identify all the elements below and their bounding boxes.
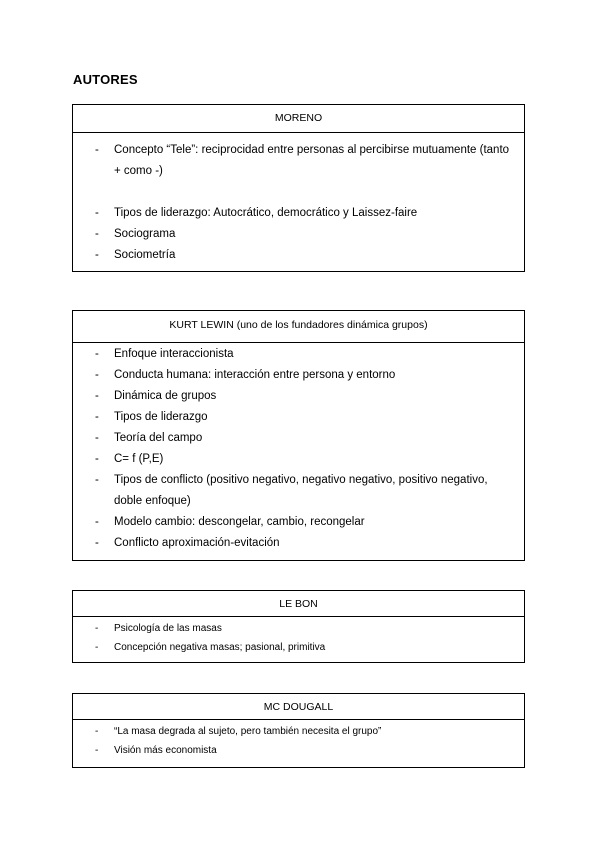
- author-header: MORENO: [73, 105, 524, 133]
- dash-bullet: -: [95, 726, 99, 737]
- dash-bullet: -: [95, 474, 99, 486]
- list-item: - Tipos de liderazgo: [73, 407, 524, 428]
- dash-bullet: -: [95, 249, 99, 261]
- list-item: - Teoría del campo: [73, 428, 524, 449]
- list-item: - “La masa degrada al sujeto, pero también necesita el grupo”: [73, 722, 524, 741]
- list-item: - Tipos de conflicto (positivo negativo, negativo negativo, positivo negativo, doble enfoque): [73, 470, 524, 512]
- list-item: - Sociometría: [73, 245, 524, 266]
- dash-bullet: -: [95, 453, 99, 465]
- dash-bullet: -: [95, 642, 99, 653]
- dash-bullet: -: [95, 348, 99, 360]
- list-item: - Concepción negativa masas; pasional, primitiva: [73, 638, 524, 657]
- list-item: - C= f (P,E): [73, 449, 524, 470]
- list-item: - Modelo cambio: descongelar, cambio, recongelar: [73, 512, 524, 533]
- list-item: - Visión más economista: [73, 741, 524, 760]
- list-item: - Enfoque interaccionista: [73, 344, 524, 365]
- dash-bullet: -: [95, 432, 99, 444]
- list-spacer: [73, 182, 524, 203]
- dash-bullet: -: [95, 369, 99, 381]
- dash-bullet: -: [95, 411, 99, 423]
- dash-bullet: -: [95, 228, 99, 240]
- author-box-lewin: [72, 310, 525, 561]
- list-item: - Conducta humana: interacción entre persona y entorno: [73, 365, 524, 386]
- list-item: - Tipos de liderazgo: Autocrático, democrático y Laissez-faire: [73, 203, 524, 224]
- author-box-le-bon: [72, 590, 525, 663]
- author-notes-list: [73, 133, 524, 266]
- author-header: KURT LEWIN (uno de los fundadores dinámica grupos): [73, 311, 524, 343]
- dash-bullet: -: [95, 516, 99, 528]
- author-header: MC DOUGALL: [73, 694, 524, 720]
- author-notes-list: [73, 343, 524, 554]
- list-item: - Sociograma: [73, 224, 524, 245]
- page-title: AUTORES: [73, 72, 138, 87]
- author-notes-list: [73, 720, 524, 760]
- list-item: - Dinámica de grupos: [73, 386, 524, 407]
- list-item: - Concepto “Tele”: reciprocidad entre personas al percibirse mutuamente (tanto + como -): [73, 140, 524, 182]
- author-header: LE BON: [73, 591, 524, 617]
- dash-bullet: -: [95, 537, 99, 549]
- dash-bullet: -: [95, 390, 99, 402]
- dash-bullet: -: [95, 745, 99, 756]
- dash-bullet: -: [95, 207, 99, 219]
- author-box-mc-dougall: [72, 693, 525, 768]
- author-notes-list: [73, 617, 524, 657]
- dash-bullet: -: [95, 144, 99, 156]
- author-box-moreno: [72, 104, 525, 272]
- dash-bullet: -: [95, 623, 99, 634]
- list-item: - Conflicto aproximación-evitación: [73, 533, 524, 554]
- list-item: - Psicología de las masas: [73, 619, 524, 638]
